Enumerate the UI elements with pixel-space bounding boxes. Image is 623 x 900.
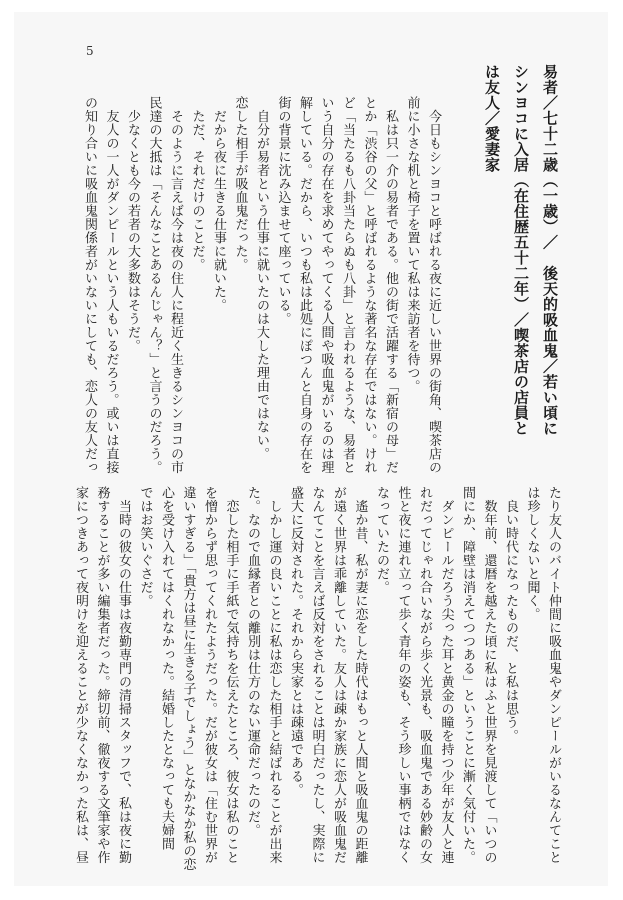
text-line: ダンピールだろう尖った耳と黄金の瞳を持つ少年が友人と連 [438,486,454,864]
text-line: た。なので血縁者との離別は仕方のない運命だったのだ。 [245,486,260,837]
text-line: ただ、それだけのことだ。 [189,96,205,272]
text-line: 今日もシンヨコと呼ばれる夜に近しい世界の街角、喫茶店の [426,96,441,474]
text-line: 数年前、還暦を越えた頃に私はふと世界を見渡して「いつの [481,486,497,864]
text-line: だから夜に生きる仕事に就いた。 [211,96,226,312]
text-line: 友人の一人がダンピールという人もいるだろう。或いは直接 [103,96,119,474]
text-line: が遠く世界は乖離していた。友人は疎か家族に恋人が吸血鬼だ [331,486,346,864]
text-line: 務することが多い編集者だった。締切前、徹夜する文筆家や作 [94,486,110,864]
text-line: 心を受け入れてはくれなかった。結婚したとなっても夫婦間 [159,486,174,851]
heading-line: シンヨコに入居（在住歴五十二年）／喫茶店の店員と [512,64,530,436]
text-line: は珍しくないと聞く。 [524,486,540,621]
text-line: 自分が易者という仕事に就いたのは大した理由ではない。 [254,96,269,461]
text-line: を憎からず思ってくれたようだった。だが彼女は「住む世界が [202,486,217,864]
text-line: しかし運の良いことに私は恋した相手と結ばれることが出来 [266,486,282,864]
text-line: ではお笑いぐさだ。 [137,486,153,608]
text-line: たり友人のバイト仲間に吸血鬼やダンピールがいるなんてこと [546,486,561,864]
text-line: 間にか、障壁は消えてつつある」ということに漸く気付いた。 [460,486,475,864]
text-line: 恋した相手が吸血鬼だった。 [232,96,248,272]
text-line: れだってじゃれ合いながら歩く光景も、吸血鬼である妙齢の女 [417,486,432,864]
text-line: 遙か昔、私が妻に恋をした時代はもっと人間と吸血鬼の距離 [352,486,368,864]
text-line: 少なくとも今の若者の大多数はそうだ。 [125,96,140,353]
text-line: 解している。だから、いつも私は此処にぽつんと自身の存在を [297,96,312,474]
lower-text-block [74,486,564,886]
text-line: なんてことを言えば反対をされることは明白だったし、実際に [309,486,325,864]
text-line: そのように言えば今は夜の住人に程近く生きるシンヨコの市 [168,96,183,474]
text-line: なっていたのだ。 [374,486,389,594]
text-line: の知り合いに吸血鬼関係者がいないにしても、恋人の友人だっ [82,96,97,474]
character-profile-heading [454,64,564,464]
text-line: いう自分の存在を求めてやってくる人間や吸血鬼がいるのは理 [318,96,334,474]
heading-line: 易者／七十二歳（一歳）／ 後天的吸血鬼／若い頃に [541,64,559,436]
text-line: 違いすぎる」「貴方は昼に生きる子でしょう」となかなか私の恋 [180,486,196,871]
text-line: 性と夜に連れ立って歩く青年の姿も、そう珍しい事柄ではなく [395,486,411,864]
text-line: 私は只一介の易者である。他の街で活躍する「新宿の母」だ [383,96,398,474]
page-number: 5 [86,44,94,58]
text-line: 盛大に反対された。それから実家とは疎遠である。 [288,486,303,797]
text-line: 当時の彼女の仕事は夜勤専門の清掃スタッフで、私は夜に勤 [116,486,131,864]
text-line: 家につきあって夜明けを迎えることが少なくなかった私は、昼 [73,486,88,864]
upper-text-block [74,96,444,474]
text-line: ど「当たるも八卦当たらぬも八卦」と言われるような、易者と [340,96,355,474]
heading-line: は友人／愛妻家 [483,64,501,173]
text-line: 民達の大抵は「そんなことあるんじゃん？」と言うのだろう。 [146,96,162,474]
text-line: とか「渋谷の父」と呼ばれるような著名な存在ではない。けれ [361,96,377,474]
text-line: 恋した相手に手紙で気持ちを伝えたところ、彼女は私のこと [223,486,239,864]
text-line: 前に小さな机と椅子を置いて私は来訪者を待つ。 [404,96,420,393]
text-line: 街の背景に沈み込ませて座っている。 [275,96,291,326]
text-line: 良い時代になったものだ、と私は思う。 [503,486,518,743]
